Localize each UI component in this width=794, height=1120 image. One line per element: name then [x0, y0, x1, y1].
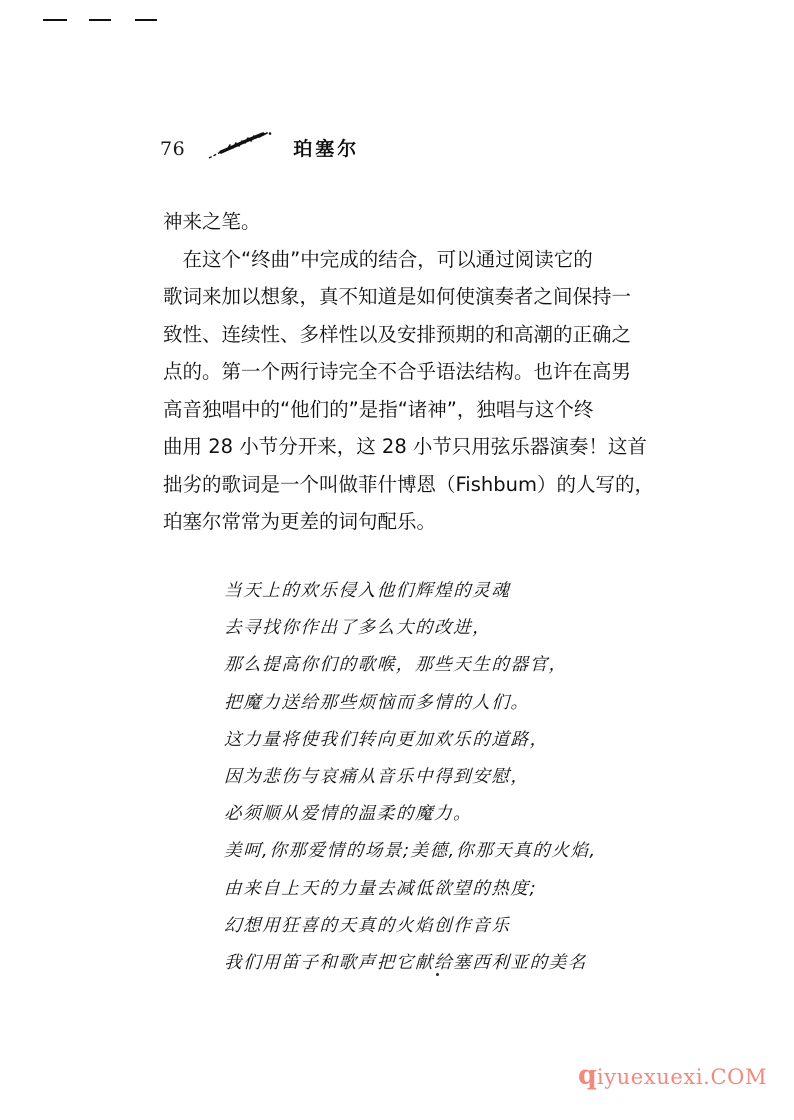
scan-ink-speck [436, 973, 439, 976]
verse-line: 把魔力送给那些烦恼而多情的人们。 [223, 692, 530, 713]
running-head [160, 126, 640, 166]
verse-line: 去寻找你作出了多么大的改进， [223, 618, 492, 639]
verse-line: 那么提高你们的歌喉，那些天生的器官， [223, 655, 569, 676]
verse-line: 必须顺从爱情的温柔的魔力。 [223, 804, 473, 825]
watermark-text: iyuexuexi.COM [596, 1065, 768, 1089]
verse-line: 我们用笛子和歌声把它献给塞西利亚的美名 [223, 953, 588, 974]
prose-line: 歌词来加以想象，真不知道是如何使演奏者之间保持一 [163, 285, 632, 308]
verse-quotation [224, 573, 694, 982]
prose-line: 高音独唱中的“他们的”是指“诸神”，独唱与这个终 [163, 397, 594, 421]
verse-line: 当天上的欢乐侵入他们辉煌的灵魂 [223, 581, 511, 601]
verse-line: 由来自上天的力量去减低欲望的热度; [223, 878, 538, 899]
running-head-title: 珀塞尔 [293, 138, 360, 160]
verse-line: 因为悲伤与哀痛从音乐中得到安慰， [223, 767, 530, 788]
prose-line: 在这个“终曲”中完成的结合，可以通过阅读它的 [163, 247, 593, 271]
scan-artifact-dash-3 [135, 19, 157, 21]
body-paragraph [163, 203, 654, 541]
scan-artifact-dash-2 [89, 19, 111, 21]
verse-line: 美呵,你那爱情的场景;美德,你那天真的火焰, [223, 841, 598, 862]
page-number: 76 [160, 137, 186, 160]
prose-line: 点的。第一个两行诗完全不合乎语法结构。也许在高男 [163, 360, 632, 383]
watermark-lead-letter: q [578, 1060, 597, 1091]
verse-line: 幻想用狂喜的天真的火焰创作音乐 [223, 915, 511, 936]
diagonal-flourish-ornament-icon [207, 131, 279, 161]
prose-line: 神来之笔。 [163, 210, 261, 233]
prose-line: 珀塞尔常常为更差的词句配乐。 [163, 510, 437, 533]
scan-artifact-dashes [0, 19, 794, 33]
prose-line: 曲用 28 小节分开来，这 28 小节只用弦乐器演奏！这首 [163, 435, 647, 458]
prose-line: 拙劣的歌词是一个叫做菲什博恩（Fishbum）的人写的， [163, 472, 654, 496]
scan-artifact-dash-1 [43, 19, 67, 21]
prose-line: 致性、连续性、多样性以及安排预期的和高潮的正确之 [163, 322, 632, 346]
site-watermark [578, 1062, 767, 1089]
verse-line: 这力量将使我们转向更加欢乐的道路， [223, 729, 550, 750]
